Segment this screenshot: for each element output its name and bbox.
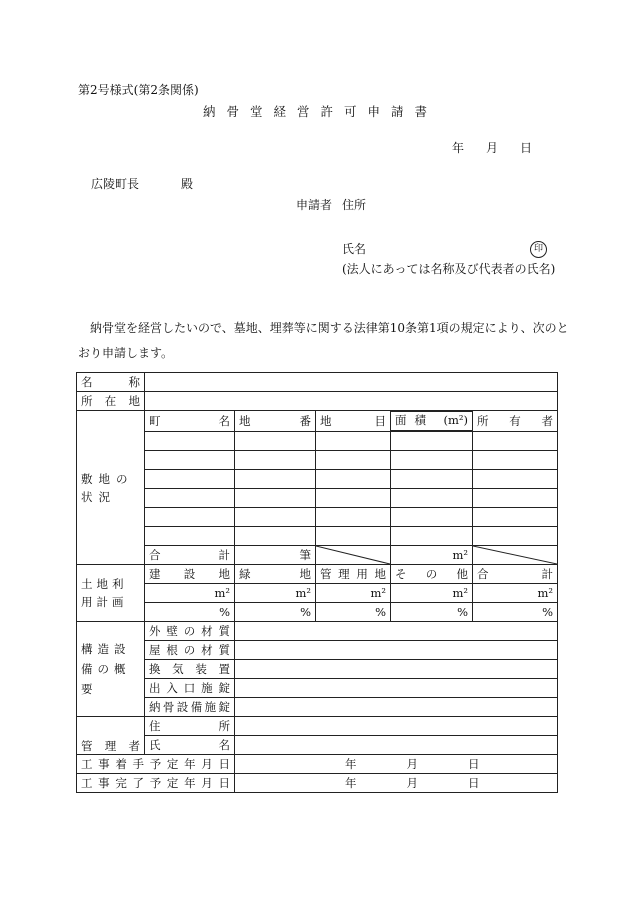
start-month: 月	[406, 757, 418, 771]
structure-field-1[interactable]	[235, 641, 558, 660]
land-pct-4[interactable]: %	[473, 603, 558, 622]
site-area-unit: m²	[391, 546, 473, 565]
label-end-date: 工事完了予定年月日	[77, 774, 235, 793]
manager-item-0: 住所	[145, 717, 235, 736]
seal-mark	[530, 241, 547, 258]
address-label: 住所	[342, 198, 367, 212]
intro-line-2: おり申請します。	[78, 346, 174, 360]
name-label: 氏名	[342, 242, 367, 256]
application-table	[76, 372, 558, 793]
site-diag-2	[473, 546, 558, 565]
manager-field-1[interactable]	[235, 736, 558, 755]
site-row	[77, 451, 558, 470]
land-pct-1[interactable]: %	[235, 603, 316, 622]
land-header-0: 建設地	[145, 565, 235, 584]
end-year: 年	[345, 776, 357, 790]
structure-item-1: 屋根の材質	[145, 641, 235, 660]
structure-item-0: 外壁の材質	[145, 622, 235, 641]
header-area	[391, 411, 472, 431]
corp-note: (法人にあっては名称及び代表者の氏名)	[342, 262, 556, 276]
structure-field-2[interactable]	[235, 660, 558, 679]
label-start-date: 工事着手予定年月日	[77, 755, 235, 774]
date-year: 年	[452, 141, 465, 155]
end-month: 月	[406, 776, 418, 790]
applicant-label: 申請者	[296, 198, 333, 212]
site-count-unit: 筆	[235, 546, 316, 565]
field-start-date[interactable]	[235, 755, 558, 774]
manager-item-1: 氏名	[145, 736, 235, 755]
land-header-4: 合計	[473, 565, 558, 584]
label-site-status: 敷地の状況	[77, 411, 145, 565]
land-pct-0[interactable]: %	[145, 603, 235, 622]
header-town: 町名	[145, 411, 235, 432]
site-row	[77, 489, 558, 508]
structure-item-3: 出入口施錠	[145, 679, 235, 698]
intro-line-1: 納骨堂を経営したいので、墓地、埋葬等に関する法律第10条第1項の規定により、次のと	[90, 321, 569, 335]
end-day: 日	[468, 776, 480, 790]
land-pct-3[interactable]: %	[391, 603, 473, 622]
land-sqm-0[interactable]: m²	[145, 584, 235, 603]
structure-field-0[interactable]	[235, 622, 558, 641]
seal-icon: 印	[530, 241, 547, 258]
land-sqm-2[interactable]: m²	[316, 584, 391, 603]
land-header-1: 緑地	[235, 565, 316, 584]
label-land-use: 土地利用計画	[77, 565, 145, 622]
header-area-label: 面積	[395, 413, 434, 427]
structure-item-2: 換気装置	[145, 660, 235, 679]
start-year: 年	[345, 757, 357, 771]
land-header-2: 管理用地	[316, 565, 391, 584]
date-month: 月	[486, 141, 499, 155]
label-name: 名称	[77, 373, 145, 392]
label-structure: 構造設備の概要	[77, 622, 145, 717]
header-lot: 地番	[235, 411, 316, 432]
header-land-type: 地目	[316, 411, 391, 432]
site-row	[77, 508, 558, 527]
date-day: 日	[520, 141, 533, 155]
land-sqm-3[interactable]: m²	[391, 584, 473, 603]
honorific: 殿	[181, 177, 194, 191]
field-location[interactable]	[145, 392, 558, 411]
label-location: 所在地	[77, 392, 145, 411]
land-header-3: その他	[391, 565, 473, 584]
header-owner: 所有者	[473, 411, 558, 432]
header-area-unit: (m²)	[443, 413, 468, 427]
structure-field-4[interactable]	[235, 698, 558, 717]
site-diag-1	[316, 546, 391, 565]
site-row	[77, 470, 558, 489]
start-day: 日	[468, 757, 480, 771]
field-name[interactable]	[145, 373, 558, 392]
site-row	[77, 432, 558, 451]
site-total-label: 合計	[145, 546, 235, 565]
addressee: 広陵町長	[91, 177, 140, 191]
field-end-date[interactable]	[235, 774, 558, 793]
form-number: 第2号様式(第2条関係)	[78, 83, 199, 97]
manager-field-0[interactable]	[235, 717, 558, 736]
structure-item-4: 納骨設備施錠	[145, 698, 235, 717]
site-row	[77, 527, 558, 546]
structure-field-3[interactable]	[235, 679, 558, 698]
land-pct-2[interactable]: %	[316, 603, 391, 622]
label-manager: 管理者	[77, 717, 145, 755]
land-sqm-4[interactable]: m²	[473, 584, 558, 603]
page-title: 納骨堂経営許可申請書	[203, 104, 439, 119]
land-sqm-1[interactable]: m²	[235, 584, 316, 603]
